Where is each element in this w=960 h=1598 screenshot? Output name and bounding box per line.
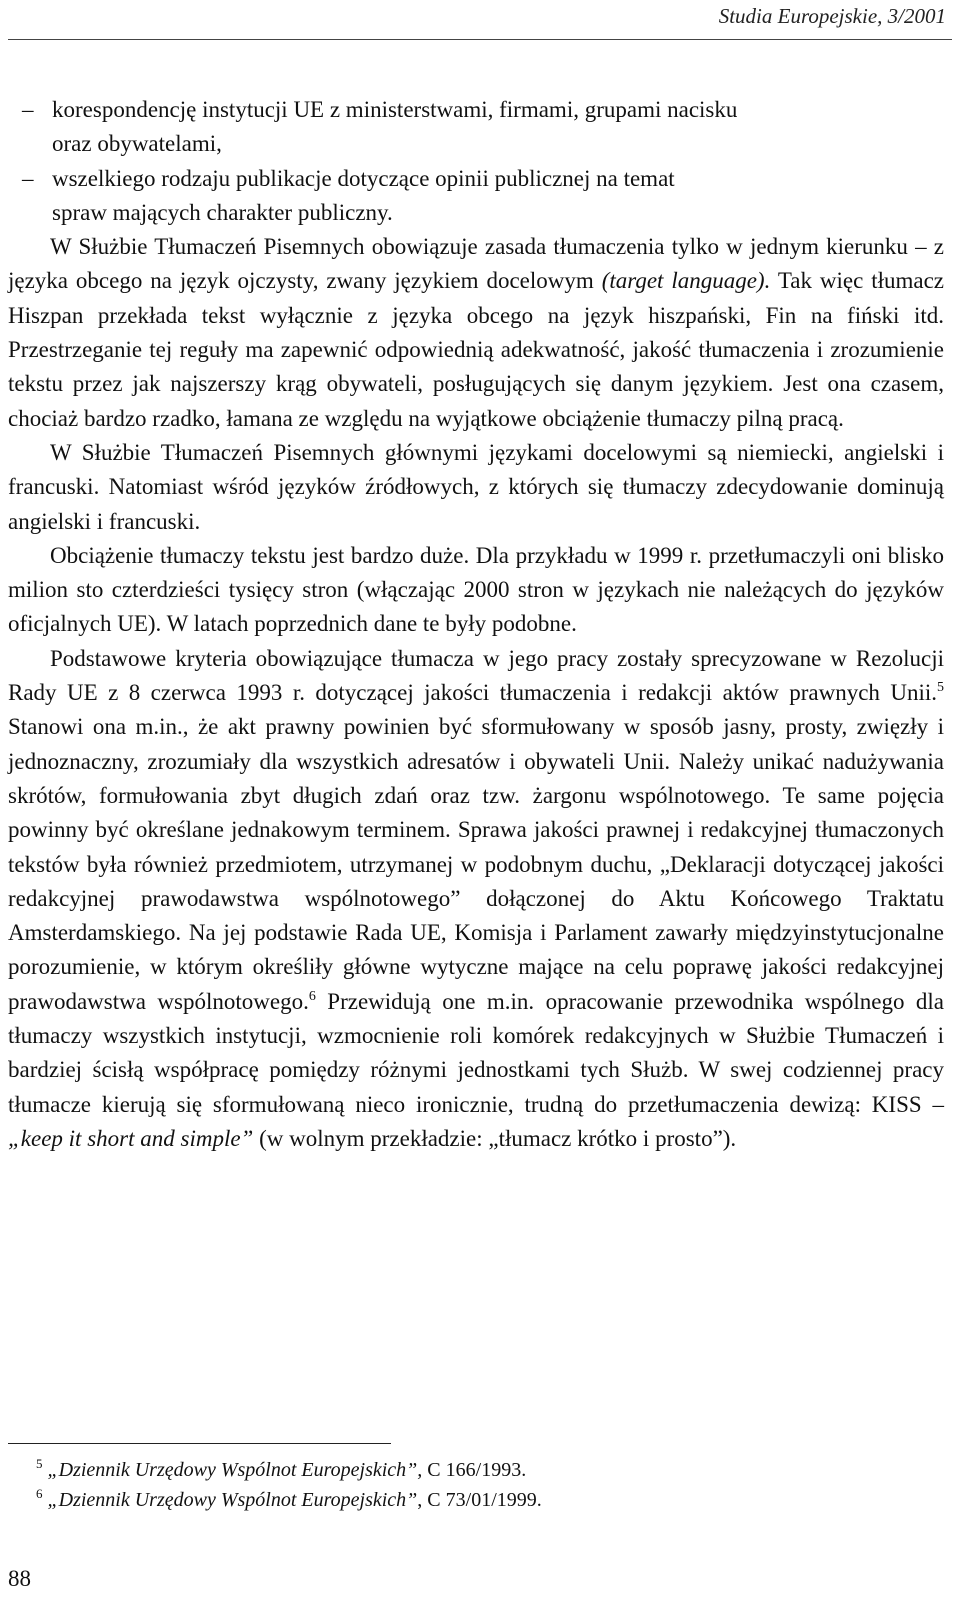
paragraph-text: Stanowi ona m.in., że akt prawny powinien być sformułowany w sposób jasny, prosty, zwięzły i jednoznaczny, zrozumiały dla wszystkich adresatów i obywateli Unii. Należy unikać nadużywania skrótów, formułowania zbyt długich zdań oraz tzw. żargonu wspólnotowego. Te same pojęcia powinny być określane jednakowym terminem. Sprawa jakości prawnej i redakcyjnej tłumaczonych tekstów była również przedmiotem, utrzymanej w podobnym duchu, „Deklaracji dotyczącej jakości redakcyjnej prawodawstwa wspólnotowego” dołączonej do Aktu Końcowego Traktatu Amsterdamskiego. Na jej podstawie Rada UE, Komisja i Parlament zawarły międzyinstytucjonalne porozumienie, w którym określiły główne wytyczne mające na celu poprawę jakości redakcyjnej prawodawstwa wspólnotowego.	[8, 714, 944, 1014]
footnote-ref[interactable]: 6	[308, 988, 316, 1004]
paragraph-target-languages: W Służbie Tłumaczeń Pisemnych głównymi językami docelowymi są niemiecki, angielski i francuski. Natomiast wśród języków źródłowych, z których się tłumaczy zdecydowanie dominują angielski i francuski.	[8, 439, 944, 534]
paragraph-text: (w wolnym przekładzie: „tłumacz krótko i prosto”).	[253, 1125, 737, 1151]
italic-term: (target language).	[601, 268, 771, 294]
bullet-dash: –	[22, 97, 34, 122]
footnotes	[36, 1455, 542, 1515]
footnote-number: 5	[36, 1456, 43, 1471]
bullet-item-publications	[8, 162, 944, 196]
paragraph-text: Tak więc tłumacz Hiszpan przekłada tekst wyłącznie z języka obcego na język hiszpański, Fin na fiński itd. Przestrzeganie tej reguły ma zapewnić odpowiednią adekwatność, jakość tłumaczenia i zrozumienie tekstu przez jak najszerszy krąg obywateli, posługujących się danym językiem. Jest ona czasem, chociaż bardzo rzadko, łamana ze względu na wyjątkowe obciążenie tłumaczy pilną pracą.	[8, 268, 944, 431]
footnote-source: „Dziennik Urzędowy Wspólnot Europejskich”	[47, 1489, 418, 1511]
bullet-text: korespondencję instytucji UE z ministerstwami, firmami, grupami nacisku	[52, 97, 738, 122]
paragraph-text: Podstawowe kryteria obowiązujące tłumacza w jego pracy zostały sprecyzowane w Rezolucji Rady UE z 8 czerwca 1993 r. dotyczącej jakości tłumaczenia i redakcji aktów prawnych Unii.	[8, 645, 944, 706]
bullet-continuation: oraz obywatelami,	[52, 131, 222, 157]
italic-motto: „keep it short and simple”	[8, 1125, 254, 1151]
footnote-ref-text: C 166/1993.	[422, 1459, 527, 1481]
page-number: 88	[8, 1566, 31, 1591]
footnote	[36, 1455, 542, 1485]
footnote-ref[interactable]: 5	[937, 680, 944, 696]
bullet-continuation: spraw mających charakter publiczny.	[52, 199, 393, 225]
bullet-item-correspondence	[8, 93, 944, 127]
paragraph-quality-criteria	[8, 642, 944, 1156]
article-body	[8, 93, 944, 1156]
footnote-source: „Dziennik Urzędowy Wspólnot Europejskich”,	[47, 1459, 423, 1481]
header-rule	[8, 39, 952, 40]
paragraph-translation-direction	[8, 230, 944, 436]
footnote-number: 6	[36, 1486, 43, 1501]
bullet-dash: –	[22, 165, 34, 191]
paragraph-text: W Służbie Tłumaczeń Pisemnych obowiązuje zasada tłumaczenia tylko w jednym kierunku – z języka obcego na język ojczysty, zwany językiem docelowym	[8, 234, 944, 294]
footnote	[36, 1485, 542, 1515]
footnote-ref-text: , C 73/01/1999.	[417, 1489, 542, 1511]
running-header: Studia Europejskie, 3/2001	[718, 4, 946, 28]
bullet-text: wszelkiego rodzaju publikacje dotyczące opinii publicznej na temat	[52, 165, 675, 191]
footnote-rule	[8, 1443, 391, 1444]
paragraph-text: Przewidują one m.in. opracowanie przewodnika wspólnego dla tłumaczy wszystkich instytucji, wzmocnienie roli komórek redakcyjnych w Służbie Tłumaczeń i bardziej ścisłą współpracę pomiędzy różnymi jednostkami tych Służb. W swej codziennej pracy tłumacze kierują się sformułowaną nieco ironicznie, trudną do przetłumaczenia dewizą: KISS –	[8, 988, 944, 1117]
paragraph-workload: Obciążenie tłumaczy tekstu jest bardzo duże. Dla przykładu w 1999 r. przetłumaczyli oni blisko milion sto czterdzieści tysięcy stron (włączając 2000 stron w językach nie należących do języków oficjalnych UE). W latach poprzednich dane te były podobne.	[8, 542, 944, 637]
